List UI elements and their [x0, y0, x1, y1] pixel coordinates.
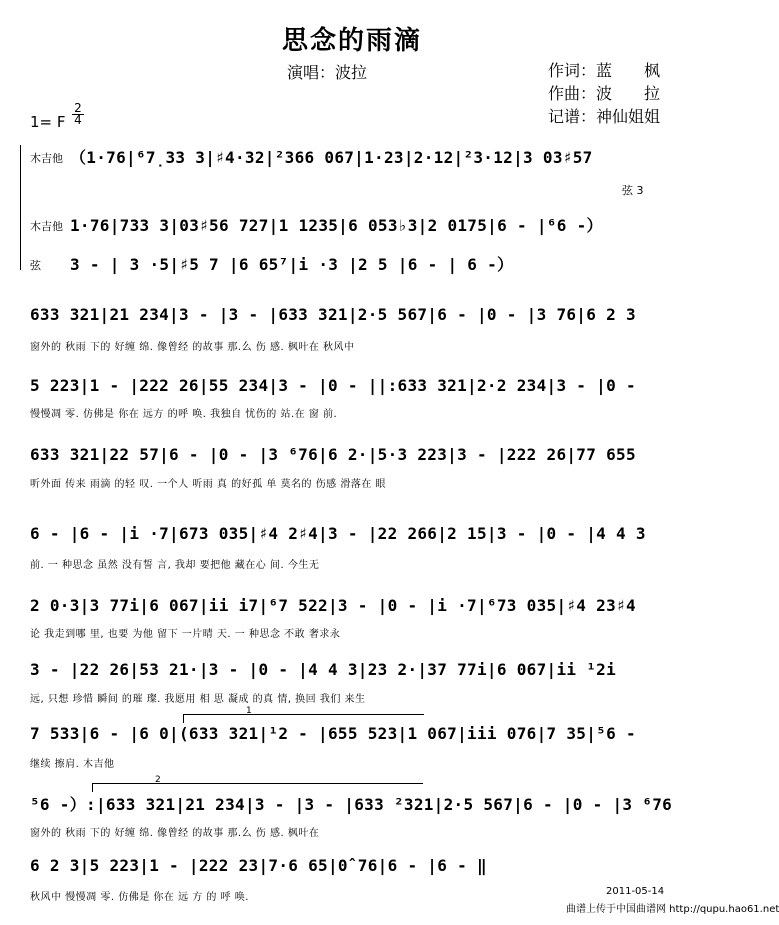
lyric-line-5: 论 我走到哪 里, 也要 为他 留下 一片晴 天. 一 种思念 不敢 奢求永 — [30, 629, 341, 640]
score-line-guitar-2: 1·76|733 3|03♯56 727|1 1235|6 053♭3|2 0175|6 - |⁶6 -） — [70, 216, 603, 235]
score-line-2: 5 223|1 - |222 26|55 234|3 - |0 - ||:633 321|2·2 234|3 - |0 - — [30, 376, 636, 395]
score-line-4: 6 - |6 - |i ·7|673 035|♯4 2♯4|3 - |22 266|2 15|3 - |0 - |4 4 3 — [30, 524, 646, 543]
lyric-line-8: 窗外的 秋雨 下的 好缠 绵. 像曾经 的故事 那.么 伤 感. 枫叶在 — [30, 828, 320, 839]
row-label-guitar-2: 木吉他 — [30, 220, 63, 233]
score-line-1: 633 321|21 234|3 - |3 - |633 321|2·5 567|6 - |0 - |3 76|6 2 3 — [30, 305, 636, 324]
score-line-8: ⁵6 -）:|633 321|21 234|3 - |3 - |633 ²321|2·5 567|6 - |0 - |3 ⁶76 — [30, 795, 673, 814]
lyric-line-1: 窗外的 秋雨 下的 好缠 绵. 像曾经 的故事 那.么 伤 感. 枫叶在 秋风中 — [30, 342, 355, 353]
lyric-line-7: 继续 擦肩. 木吉他 — [30, 759, 115, 770]
score-line-7: 7 533|6 - |6 0|(633 321|¹2 - |655 523|1 067|iii 076|7 35|⁵6 - — [30, 724, 636, 743]
source-watermark: 曲谱上传于中国曲谱网 http://qupu.hao61.net — [566, 904, 779, 915]
lyric-line-2: 慢慢凋 零. 仿佛是 你在 远方 的呼 唤. 我独自 忧伤的 站.在 窗 前. — [30, 409, 338, 420]
time-signature-bottom: 4 — [72, 114, 84, 126]
score-line-intro-strings-cue: 弦 3 — [622, 184, 644, 197]
score-line-5: 2 0·3|3 77i|6 067|ii i7|⁶7 522|3 - |0 - |i ·7|⁶73 035|♯4 23♯4 — [30, 596, 636, 615]
score-line-9: 6 2 3|5 223|1 - |222 23|7·6 65|0̂ 76|6 - |6 - ‖ — [30, 856, 487, 875]
time-signature-top: 2 — [74, 101, 82, 115]
row-label-strings: 弦 — [30, 259, 41, 272]
key-signature: 1= F — [30, 113, 66, 131]
singer-credit: 演唱：波拉 — [287, 63, 368, 82]
score-line-6: 3 - |22 26|53 21·|3 - |0 - |4 4 3|23 2·|37 77i|6 067|ii ¹2i — [30, 660, 617, 679]
lyric-line-9: 秋风中 慢慢凋 零. 仿佛是 你在 远 方 的 呼 唤. — [30, 892, 249, 903]
lyric-line-3: 听外面 传来 雨滴 的轻 叹. 一个人 听雨 真 的好孤 单 莫名的 伤感 滑落在 眼 — [30, 479, 387, 490]
score-line-strings: 3 - | 3 ·5|♯5 7 |6 65⁷|i ·3 |2 5 |6 - | 6 -） — [70, 255, 514, 274]
first-ending-number: 1 — [246, 706, 252, 716]
row-label-guitar: 木吉他 — [30, 152, 63, 165]
second-ending-number: 2 — [155, 775, 161, 785]
score-line-intro-guitar: （1·76|⁶7̣33 3|♯4·32|²366 067|1·23|2·12|²3·12|3 03♯57 — [70, 148, 593, 167]
intro-system-brace — [20, 145, 27, 270]
second-ending-bracket — [92, 775, 423, 792]
time-signature — [72, 103, 84, 126]
score-line-3: 633 321|22 57|6 - |0 - |3 ⁶76|6 2·|5·3 223|3 - |222 26|77 655 — [30, 445, 636, 464]
lyric-line-4: 前. 一 种思念 虽然 没有誓 言, 我却 要把他 藏在心 间. 今生无 — [30, 560, 320, 571]
lyricist-credit: 作词：蓝 枫 — [548, 61, 661, 80]
first-ending-bracket — [183, 706, 424, 723]
song-title: 思念的雨滴 — [281, 26, 422, 56]
composer-credit: 作曲：波 拉 — [548, 84, 661, 103]
upload-date: 2011-05-14 — [606, 886, 665, 897]
lyric-line-6: 远, 只想 珍惜 瞬间 的璀 璨. 我愿用 相 思 凝成 的真 情, 换回 我们 来生 — [30, 694, 366, 705]
transcriber-credit: 记谱：神仙姐姐 — [548, 107, 661, 126]
